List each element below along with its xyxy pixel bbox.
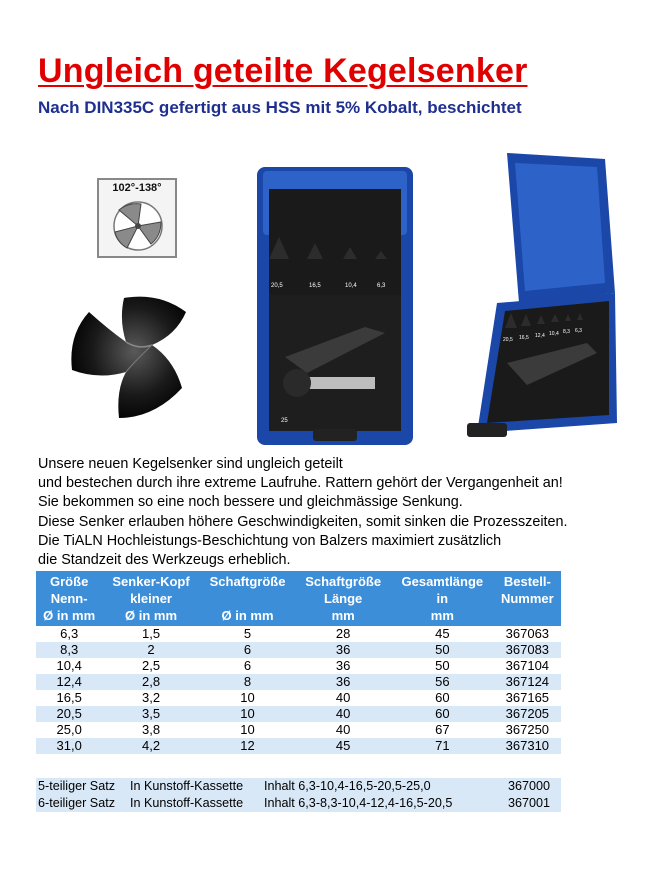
set-row: 5-teiliger Satz In Kunstoff-Kassette Inhalt 6,3-10,4-16,5-20,5-25,0 367000 xyxy=(36,778,561,795)
description-line: die Standzeit des Werkzeugs erheblich. xyxy=(38,552,291,569)
angle-label: 102°-138° xyxy=(112,182,162,194)
table-row: 8,3 2 6 36 50 367083 xyxy=(36,642,561,658)
header-total-length: Gesamtlänge in mm xyxy=(391,571,494,626)
description-line: Sie bekommen so eine noch bessere und gleichmässige Senkung. xyxy=(38,494,463,511)
description-line: Die TiALN Hochleistungs-Beschichtung von Balzers maximiert zusätzlich xyxy=(38,532,502,549)
case-label: 10,4 xyxy=(549,331,559,337)
cutter-cross-section-icon xyxy=(107,196,169,254)
description-line: Diese Senker erlauben höhere Geschwindigkeiten, somit sinken die Prozesszeiten. xyxy=(38,513,568,530)
description-line: und bestechen durch ihre extreme Laufruhe. Rattern gehört der Vergangenheit an! xyxy=(38,475,563,492)
case-label: 16,5 xyxy=(309,283,321,289)
cassette-small-image xyxy=(255,167,415,447)
header-order-number: Bestell- Nummer xyxy=(494,571,561,626)
set-row: 6-teiliger Satz In Kunstoff-Kassette Inhalt 6,3-8,3-10,4-12,4-16,5-20,5 367001 xyxy=(36,795,561,812)
case-label: 8,3 xyxy=(563,329,570,335)
description-line: Unsere neuen Kegelsenker sind ungleich geteilt xyxy=(38,456,343,472)
table-row: 31,0 4,2 12 45 71 367310 xyxy=(36,738,561,754)
header-shank-size: Schaftgröße Ø in mm xyxy=(200,571,296,626)
page-title: Ungleich geteilte Kegelsenker xyxy=(38,52,528,90)
spec-table xyxy=(36,571,561,754)
table-row: 25,0 3,8 10 40 67 367250 xyxy=(36,722,561,738)
case-label: 20,5 xyxy=(503,337,513,343)
case-label: 25 xyxy=(281,418,288,424)
header-head-diameter: Senker-Kopf kleiner Ø in mm xyxy=(102,571,199,626)
case-label: 20,5 xyxy=(271,283,283,289)
description xyxy=(38,455,638,570)
cassette-large-image xyxy=(437,153,620,445)
set-table xyxy=(36,778,561,812)
case-label: 12,4 xyxy=(535,333,545,339)
case-label: 16,5 xyxy=(519,335,529,341)
countersink-head-icon xyxy=(64,290,194,425)
table-row: 6,3 1,5 5 28 45 367063 xyxy=(36,626,561,642)
case-label: 6,3 xyxy=(377,283,386,289)
angle-diagram xyxy=(97,178,177,258)
table-row: 20,5 3,5 10 40 60 367205 xyxy=(36,706,561,722)
case-label: 10,4 xyxy=(345,283,357,289)
table-row: 12,4 2,8 8 36 56 367124 xyxy=(36,674,561,690)
table-row: 16,5 3,2 10 40 60 367165 xyxy=(36,690,561,706)
header-shank-length: Schaftgröße Länge mm xyxy=(295,571,391,626)
case-label: 6,3 xyxy=(575,328,582,334)
table-row: 10,4 2,5 6 36 50 367104 xyxy=(36,658,561,674)
page-subtitle: Nach DIN335C gefertigt aus HSS mit 5% Kobalt, beschichtet xyxy=(38,98,522,117)
header-size: Größe Nenn- Ø in mm xyxy=(36,571,102,626)
